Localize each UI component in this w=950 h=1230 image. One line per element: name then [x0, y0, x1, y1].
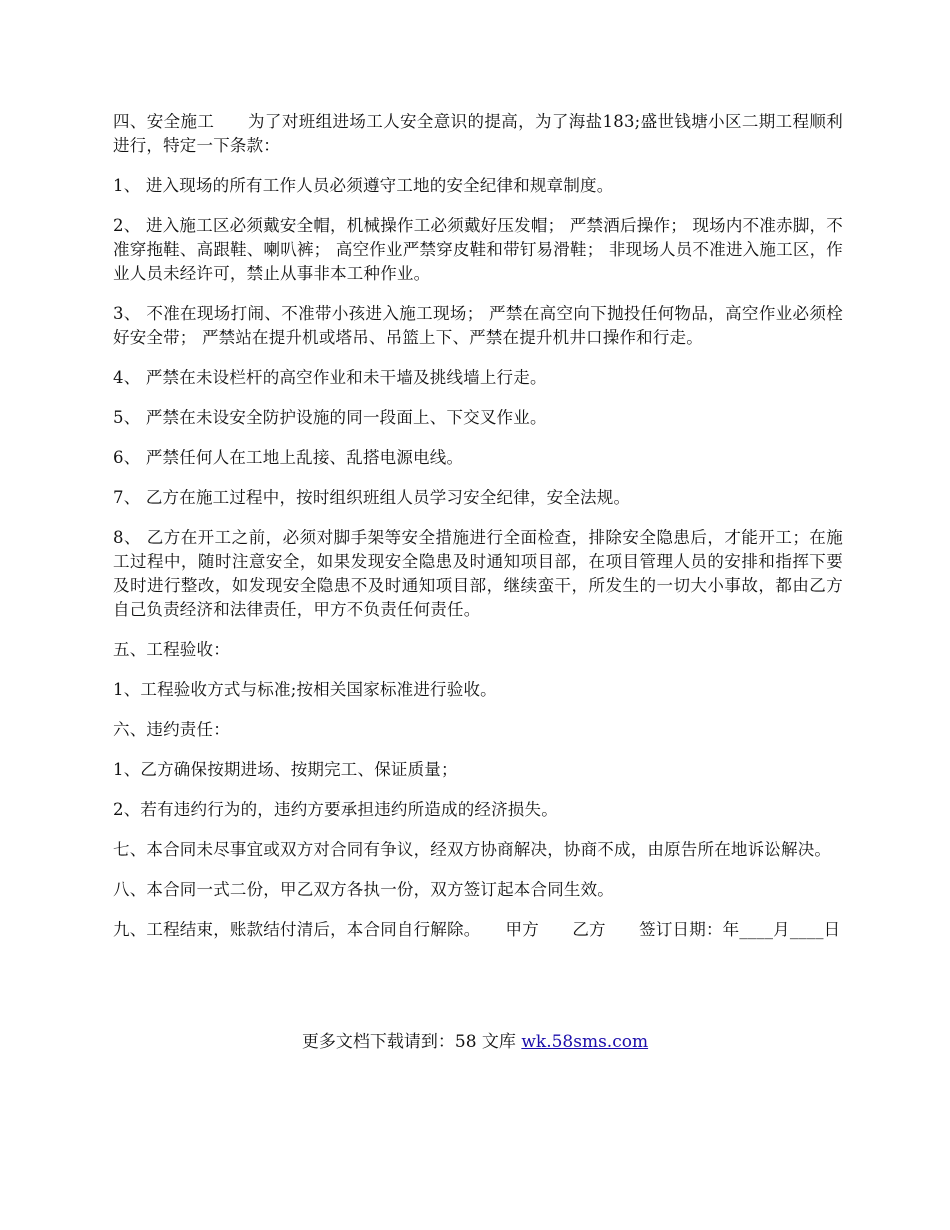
document-body	[113, 110, 843, 958]
clause-item: 3、 不准在现场打闹、不准带小孩进入施工现场； 严禁在高空向下抛投任何物品，高空作业必须栓好安全带； 严禁站在提升机或塔吊、吊篮上下、严禁在提升机井口操作和行走。	[113, 304, 843, 347]
section-nine-termination: 九、工程结束，账款结付清后，本合同自行解除。 甲方 乙方 签订日期：年____月____日	[113, 920, 841, 939]
clause-item: 5、 严禁在未设安全防护设施的同一段面上、下交叉作业。	[113, 408, 547, 427]
clause-item: 7、 乙方在施工过程中，按时组织班组人员学习安全纪律，安全法规。	[113, 488, 631, 507]
clause-item: 1、乙方确保按期进场、按期完工、保证质量；	[113, 760, 458, 779]
section-five-acceptance: 五、工程验收：	[113, 640, 230, 659]
footer-link[interactable]: wk.58sms.com	[521, 1032, 649, 1052]
clause-item: 6、 严禁任何人在工地上乱接、乱搭电源电线。	[113, 448, 464, 467]
section-six-liability: 六、违约责任：	[113, 720, 230, 739]
download-footer	[0, 1030, 950, 1054]
footer-prefix: 更多文档下载请到：58 文库	[301, 1032, 522, 1052]
clause-item: 1、 进入现场的所有工作人员必须遵守工地的安全纪律和规章制度。	[113, 176, 614, 195]
clause-item: 1、工程验收方式与标准;按相关国家标准进行验收。	[113, 680, 497, 699]
section-seven-disputes: 七、本合同未尽事宜或双方对合同有争议，经双方协商解决，协商不成，由原告所在地诉讼解决。	[113, 840, 832, 859]
clause-item: 8、 乙方在开工之前，必须对脚手架等安全措施进行全面检查，排除安全隐患后，才能开工；在施工过程中，随时注意安全，如果发现安全隐患及时通知项目部，在项目管理人员的安排和指挥下要及时进行整改，如发现安全隐患不及时通知项目部，继续蛮干，所发生的一切大小事故，都由乙方自己负责经济和法律责任，甲方不负责任何责任。	[113, 528, 843, 619]
section-eight-copies: 八、本合同一式二份，甲乙双方各执一份，双方签订起本合同生效。	[113, 880, 614, 899]
clause-item: 2、 进入施工区必须戴安全帽，机械操作工必须戴好压发帽； 严禁酒后操作； 现场内不准赤脚，不准穿拖鞋、高跟鞋、喇叭裤； 高空作业严禁穿皮鞋和带钉易滑鞋； 非现场人员不准进入施工区，作业人员未经许可，禁止从事非本工种作业。	[113, 216, 843, 283]
section-four-safety: 四、安全施工 为了对班组进场工人安全意识的提高，为了海盐183;盛世钱塘小区二期工程顺利进行，特定一下条款：	[113, 112, 843, 155]
clause-item: 2、若有违约行为的，违约方要承担违约所造成的经济损失。	[113, 800, 558, 819]
clause-item: 4、 严禁在未设栏杆的高空作业和未干墙及挑线墙上行走。	[113, 368, 547, 387]
